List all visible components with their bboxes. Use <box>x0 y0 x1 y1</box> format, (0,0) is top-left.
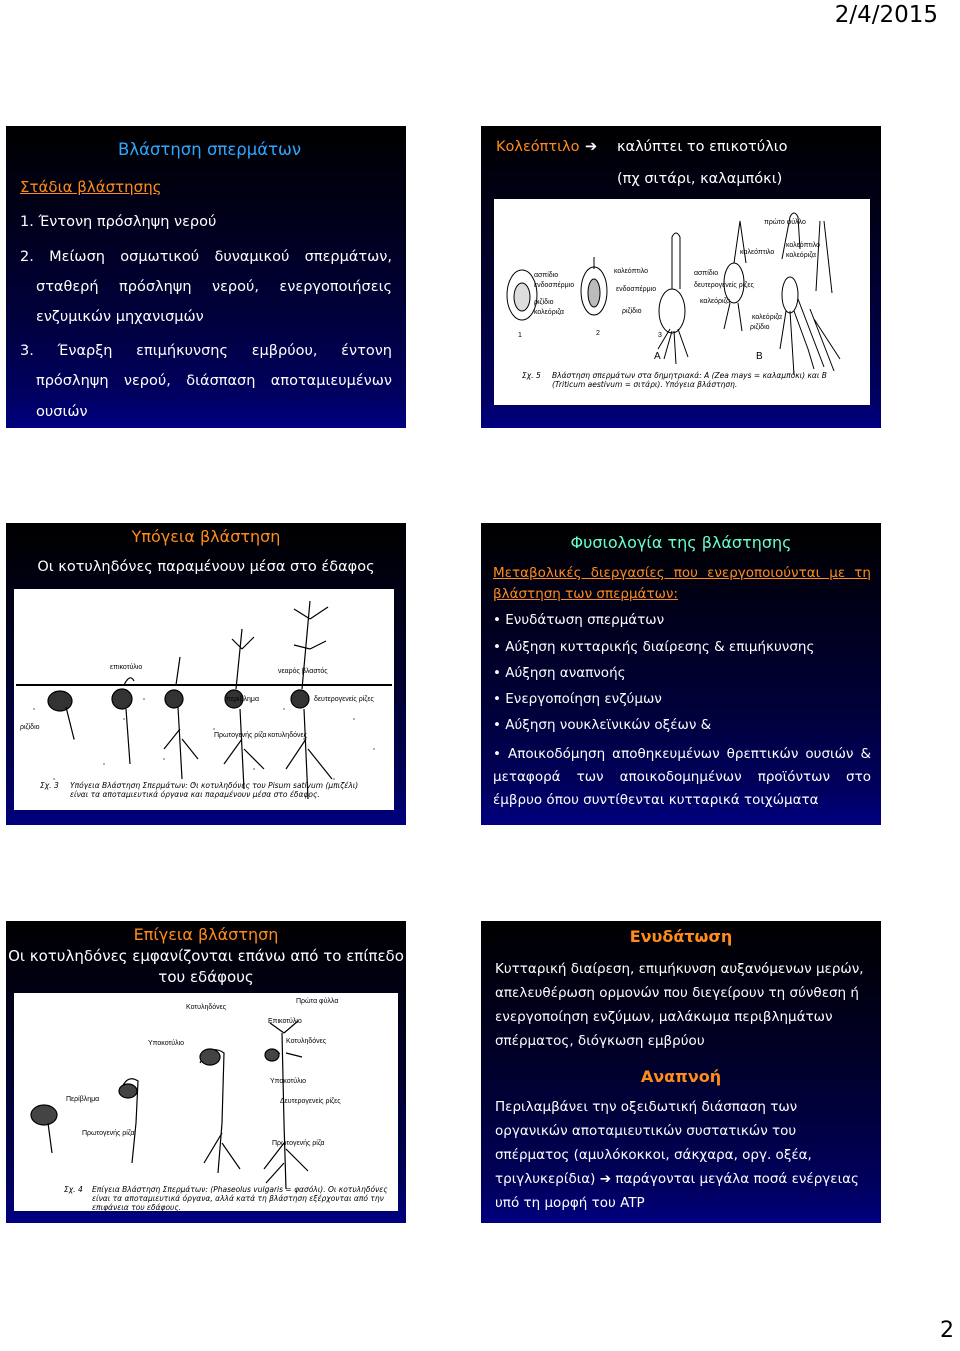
respiration-heading: Αναπνοή <box>640 1067 722 1086</box>
bullet-text: Αύξηση αναπνοής <box>505 665 626 681</box>
figure-label: καλεόπτιλο <box>740 249 775 256</box>
figure-label: κολεόριζα <box>534 309 564 316</box>
figure-caption: Βλάστηση σπερμάτων στα δημητριακά: Α (Zea mays = καλαμπόκι) και Β (Triticum aestivum = σιτάρι). Υπόγεια βλάστηση. <box>552 371 827 389</box>
bullet-text: Ενυδάτωση σπερμάτων <box>505 612 665 628</box>
figure-caption-prefix: Σχ. 3 <box>40 781 59 790</box>
figure-label: Πρωτογενής ρίζα <box>82 1130 135 1137</box>
figure-label: Δευτερογενείς ρίζες <box>280 1098 341 1105</box>
slide-hypogeal-germination <box>6 523 406 825</box>
bullet-item: • Αύξηση κυτταρικής διαίρεσης & επιμήκυνσης <box>493 639 815 655</box>
coleoptile-definition: καλύπτει το επικοτύλιο <box>617 139 788 155</box>
slide-seed-germination-stages <box>6 126 406 428</box>
hydration-paragraph: Κυτταρική διαίρεση, επιμήκυνση αυξανόμενων μερών, απελευθέρωση ορμονών που διεγείρουν τη σύνθεση ή ενεργοποίηση ενζύμων, μαλάκωμα περιβλημάτων σπέρματος, διόγκωση εμβρύου <box>495 961 864 1049</box>
figure-label: ριζίδιο <box>534 299 554 306</box>
slide-title: Επίγεια βλάστηση <box>133 925 279 944</box>
figure-label: ριζίδιο <box>750 324 770 331</box>
figure-label: ενδοσπέρμιο <box>616 286 657 293</box>
slide-subtitle: Στάδια βλάστησης <box>20 178 162 196</box>
figure-caption-prefix: Σχ. 4 <box>64 1185 83 1194</box>
bullet-item: • Αποικοδόμηση αποθηκευμένων θρεπτικών ουσιών & μεταφορά των αποικοδομημένων προϊόντων στο έμβρυο όπου συντίθενται κυτταρικά τοιχώματα <box>493 746 871 808</box>
figure-label: 3 <box>658 332 662 339</box>
stage-line: 1. Έντονη πρόσληψη νερού <box>20 214 217 230</box>
figure-label: 2 <box>596 330 600 337</box>
bullet-item: • Αύξηση αναπνοής <box>493 665 626 681</box>
figure-label: κοτυληδόνες <box>268 732 307 739</box>
slide-hydration-respiration <box>481 921 881 1223</box>
figure-label: Β <box>756 351 763 362</box>
figure-label: δευτερογενείς ρίζες <box>694 282 754 289</box>
stage-line: 2. Μείωση οσμωτικού δυναμικού σπερμάτων, <box>20 249 392 265</box>
stage-line: 3. Έναρξη επιμήκυνσης εμβρύου, έντονη <box>20 343 392 359</box>
slide-germination-physiology <box>481 523 881 825</box>
figure-label: νεαρός βλαστός <box>278 668 328 675</box>
figure-label: Υποκοτύλιο <box>148 1040 185 1047</box>
bullet-item: • Ενεργοποίηση ενζύμων <box>493 691 662 707</box>
figure-label: ασπίδιο <box>534 272 559 279</box>
respiration-paragraph: Περιλαμβάνει την οξειδωτική διάσπαση των οργανικών αποταμιευτικών συστατικών του σπέρματος (αμυλόκοκκοι, σάκχαρα, οργ. οξέα, τριγλυκερίδια) ➔ παράγονται μεγάλα ποσά ενέργειας υπό τη μορφή του ATP <box>495 1099 859 1211</box>
figure-label: Κοτυληδόνες <box>286 1038 327 1045</box>
figure-label: ριζίδιο <box>622 308 642 315</box>
figure-label: κολεόριζα <box>786 252 816 259</box>
slide-title: Φυσιολογία της βλάστησης <box>570 533 792 552</box>
figure-label: Υποκοτύλιο <box>270 1078 307 1085</box>
stage-line: ουσιών <box>36 404 88 420</box>
slide-title: Υπόγεια βλάστηση <box>131 527 281 546</box>
figure-label: ριζίδιο <box>20 724 40 731</box>
figure-label: Επικοτύλιο <box>268 1018 302 1025</box>
stage-line: πρόσληψη νερού, διάσπαση αποταμιευμένων <box>36 373 392 389</box>
figure-label: Α <box>654 351 661 362</box>
figure-label: ενδοσπέρμιο <box>534 282 575 289</box>
bullet-item: • Ενυδάτωση σπερμάτων <box>493 612 665 628</box>
figure-label: Πρώτα φύλλα <box>296 998 339 1005</box>
figure-label: Πρωτογενής ρίζα <box>272 1140 325 1147</box>
figure-label: κολεόπτιλο <box>786 242 821 249</box>
physiology-intro: Μεταβολικές διεργασίες που ενεργοποιούνται με τη βλάστηση των σπερμάτων: <box>493 565 871 602</box>
coleoptile-example: (πχ σιτάρι, καλαμπόκι) <box>617 171 783 187</box>
page-number: 2 <box>940 1318 954 1343</box>
figure-caption: Επίγεια Βλάστηση Σπερμάτων: (Phaseolus vulgaris = φασόλι). Οι κοτυληδόνες είναι τα αποταμιευτικά όργανα, αλλά κατά τη βλάστηση εξέρχονται από την επιφάνεια του εδάφους. <box>92 1185 388 1212</box>
slide-title: Βλάστηση σπερμάτων <box>118 140 302 159</box>
stage-line: σταθερή πρόσληψη νερού, ενεργοποιήσεις <box>36 279 392 295</box>
slide-coleoptile <box>481 126 881 428</box>
page-date: 2/4/2015 <box>834 2 938 28</box>
slide-subtitle: Οι κοτυληδόνες παραμένουν μέσα στο έδαφος <box>37 559 375 575</box>
figure-label: περίβλημα <box>226 696 259 703</box>
stage-line: ενζυμικών μηχανισμών <box>36 309 204 325</box>
coleoptile-term: Κολεόπτιλο <box>496 139 580 155</box>
figure-label: Κοτυληδόνες <box>186 1004 227 1011</box>
bean-germination-drawing <box>14 993 398 1211</box>
figure-label: 1 <box>518 332 522 339</box>
slide-subtitle: Οι κοτυληδόνες εμφανίζονται επάνω από το επίπεδο του εδάφους <box>8 947 404 986</box>
figure-label: κολεόπτιλο <box>614 268 649 275</box>
pea-germination-figure <box>14 589 394 810</box>
bullet-text: Αύξηση νουκλεϊνικών οξέων & <box>505 717 712 733</box>
slide-epigeal-germination <box>6 921 406 1223</box>
figure-caption: Υπόγεια Βλάστηση Σπερμάτων: Οι κοτυληδόνες του Pisum sativum (μπιζέλι) είναι τα αποταμιευτικά όργανα και παραμένουν μέσα στο έδαφος. <box>70 781 359 799</box>
figure-label: Πρωτογενής ρίζα <box>214 732 267 739</box>
figure-label: πρώτο φύλλο <box>764 219 806 226</box>
figure-label: δευτερογενείς ρίζες <box>314 696 374 703</box>
figure-caption-prefix: Σχ. 5 <box>522 371 541 380</box>
bullet-text: Αποικοδόμηση αποθηκευμένων θρεπτικών ουσιών & μεταφορά των αποικοδομημένων προϊόντων στο έμβρυο όπου συντίθενται κυτταρικά τοιχώματα <box>493 746 871 808</box>
figure-label: ασπίδιο <box>694 270 719 277</box>
bean-germination-figure <box>14 993 398 1211</box>
bullet-text: Ενεργοποίηση ενζύμων <box>505 691 662 707</box>
pea-germination-drawing <box>14 589 394 810</box>
figure-label: καλεόριζα <box>700 298 731 305</box>
bullet-text: Αύξηση κυτταρικής διαίρεσης & επιμήκυνσης <box>505 639 815 655</box>
figure-label: επικοτύλιο <box>110 664 143 671</box>
figure-label: Περίβλημα <box>66 1096 100 1103</box>
hydration-heading: Ενυδάτωση <box>629 927 733 946</box>
arrow-icon: ➔ <box>585 139 598 155</box>
bullet-item: • Αύξηση νουκλεϊνικών οξέων & <box>493 717 712 733</box>
figure-label: κολεόριζα <box>752 314 782 321</box>
cereal-germination-figure <box>494 199 870 405</box>
